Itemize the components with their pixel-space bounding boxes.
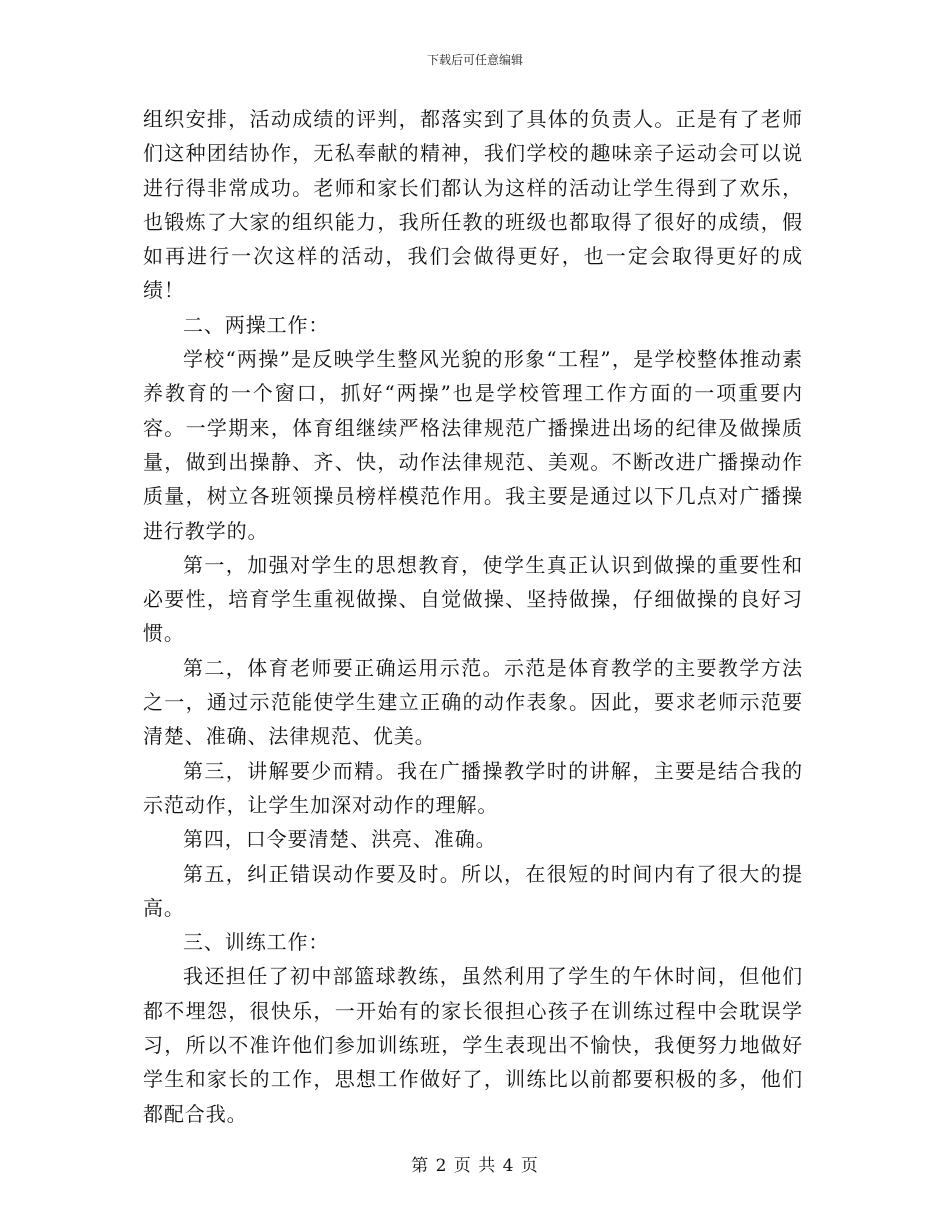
section-heading-two-exercises: 二、两操工作： xyxy=(183,312,330,337)
paragraph-two-exercises: 学校“两操”是反映学生整风光貌的形象“工程”，是学校整体推动素养教育的一个窗口，抓好“两操”也是学校管理工作方面的一项重要内容。一学期来，体育组继续严格法律规范广播操进出场的纪律及做操质量，做到出操静、齐、快，动作法律规范、美观。不断改进广播操动作质量，树立各班领操员榜样模范作用。我主要是通过以下几点对广播操进行教学的。 xyxy=(143,347,803,543)
document-body xyxy=(143,102,803,1131)
paragraph-point-fifth: 第五，纠正错误动作要及时。所以，在很短的时间内有了很大的提高。 xyxy=(143,861,803,920)
paragraph-point-second: 第二，体育老师要正确运用示范。示范是体育教学的主要教学方法之一，通过示范能使学生建立正确的动作表象。因此，要求老师示范要清楚、准确、法律规范、优美。 xyxy=(143,655,803,749)
paragraph-training: 我还担任了初中部篮球教练，虽然利用了学生的午休时间，但他们都不埋怨，很快乐，一开始有的家长很担心孩子在训练过程中会耽误学习，所以不准许他们参加训练班，学生表现出不愉快，我便努力地做好学生和家长的工作，思想工作做好了，训练比以前都要积极的多，他们都配合我。 xyxy=(143,964,803,1126)
page-header: 下载后可任意编辑 xyxy=(426,53,523,67)
paragraph-point-fourth: 第四，口令要清楚、洪亮、准确。 xyxy=(183,827,497,852)
section-heading-training: 三、训练工作： xyxy=(183,930,330,955)
paragraph-continuation: 组织安排，活动成绩的评判，都落实到了具体的负责人。正是有了老师们这种团结协作，无私奉献的精神，我们学校的趣味亲子运动会可以说进行得非常成功。老师和家长们都认为这样的活动让学生得到了欢乐，也锻炼了大家的组织能力，我所任教的班级也都取得了很好的成绩，假如再进行一次这样的活动，我们会做得更好，也一定会取得更好的成绩！ xyxy=(143,107,803,303)
page-footer: 第 2 页 共 4 页 xyxy=(411,1156,539,1176)
paragraph-point-third: 第三，讲解要少而精。我在广播操教学时的讲解，主要是结合我的示范动作，让学生加深对动作的理解。 xyxy=(143,758,803,817)
paragraph-point-first: 第一，加强对学生的思想教育，使学生真正认识到做操的重要性和必要性，培育学生重视做操、自觉做操、坚持做操，仔细做操的良好习惯。 xyxy=(143,552,803,646)
